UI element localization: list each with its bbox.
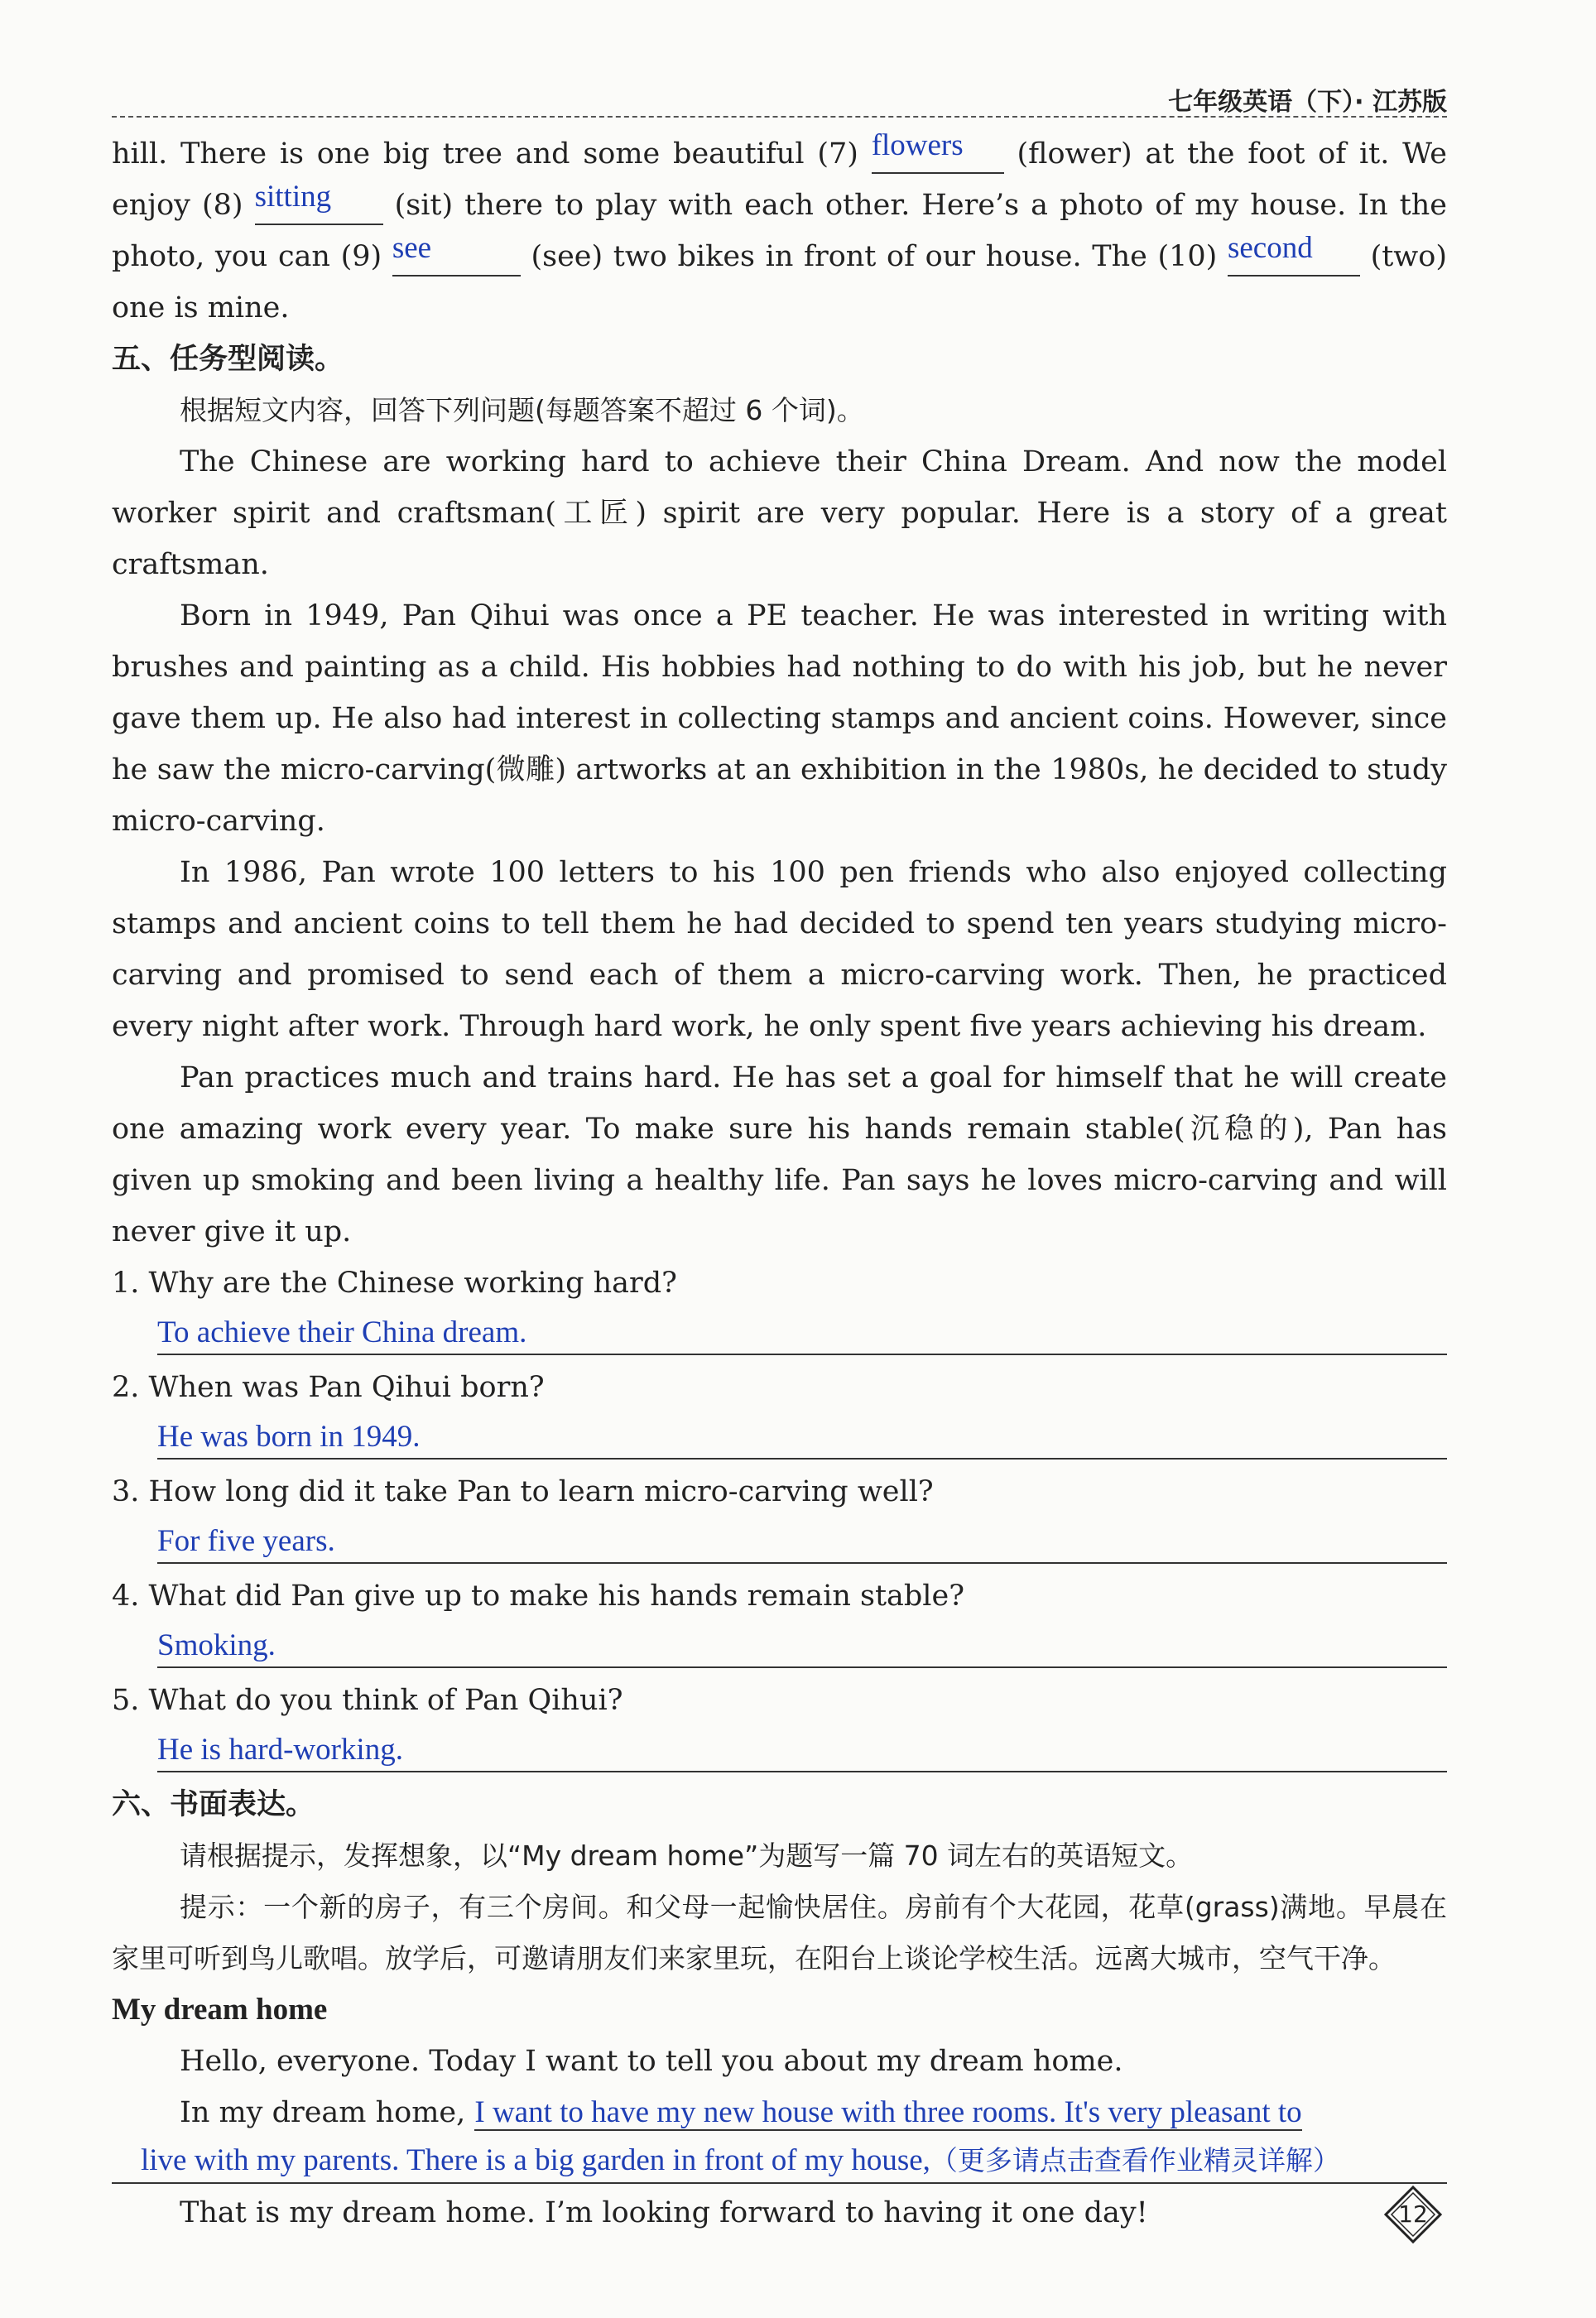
essay-opening: Hello, everyone. Today I want to tell you about my dream home. bbox=[180, 2045, 1123, 2078]
passage-text: (see) two bikes in front of our house. The (10) bbox=[520, 240, 1228, 273]
page-number-badge bbox=[1384, 2186, 1442, 2243]
essay-title: My dream home bbox=[112, 1993, 328, 2027]
question: 2. When was Pan Qihui born? bbox=[112, 1371, 545, 1404]
blank-10 bbox=[1227, 231, 1360, 277]
passage-text: hill. There is one big tree and some beautiful (7) bbox=[112, 137, 872, 171]
book-header: 七年级英语（下）· 江苏版 bbox=[1168, 88, 1447, 117]
question: 5. What do you think of Pan Qihui? bbox=[112, 1684, 623, 1717]
reading-paragraph: Born in 1949, Pan Qihui was once a PE teacher. He was interested in writing with brushes and painting as a child. His hobbies had nothing to do with his job, but he never gave them up. He also had interest in collecting stamps and ancient coins. However, since he saw the micro-carving(微雕) artworks at an exhibition in the 1980s, he decided to study micro-carving. bbox=[112, 599, 1447, 838]
passage-text: (sit) there to play with each other. Here’s a photo of my house. In the photo, you can (9) bbox=[112, 189, 1447, 273]
section-6-hint: 提示：一个新的房子，有三个房间。和父母一起愉快居住。房前有个大花园，花草(grass)满地。早晨在家里可听到鸟儿歌唱。放学后，可邀请朋友们来家里玩，在阳台上谈论学校生活。远离大城市，空气干净。 bbox=[112, 1891, 1447, 1974]
essay-closing: That is my dream home. I’m looking forward to having it one day! bbox=[180, 2196, 1148, 2229]
reading-paragraph: In 1986, Pan wrote 100 letters to his 100 pen friends who also enjoyed collecting stamps and ancient coins to tell them he had decided to spend ten years studying micro-carving and promised to send each of them a micro-carving work. Then, he practiced every night after work. Through hard work, he only spent five years achieving his dream. bbox=[112, 856, 1447, 1043]
header-divider bbox=[112, 116, 1447, 118]
essay-prompt: In my dream home, bbox=[180, 2096, 475, 2129]
section-5-instruction: 根据短文内容，回答下列问题(每题答案不超过 6 个词)。 bbox=[180, 394, 864, 426]
passage-text: (flower) at the foot of it. We enjoy (8) bbox=[112, 137, 1447, 222]
answer-line: To achieve their China dream. bbox=[157, 1314, 1447, 1355]
question: 1. Why are the Chinese working hard? bbox=[112, 1267, 677, 1300]
answer-9: see bbox=[392, 231, 432, 265]
essay-body-continued bbox=[112, 2138, 1447, 2184]
essay-answer-line bbox=[112, 2138, 1447, 2184]
essay-body bbox=[112, 2087, 1447, 2138]
reading-paragraph: The Chinese are working hard to achieve their China Dream. And now the model worker spirit and craftsman(工匠) spirit are very popular. Here is a story of a great craftsman. bbox=[112, 445, 1447, 581]
answer-line: Smoking. bbox=[157, 1627, 1447, 1668]
section-5-heading: 五、任务型阅读。 bbox=[112, 343, 344, 376]
more-detail-note: （更多请点击查看作业精灵详解） bbox=[930, 2144, 1340, 2176]
essay-answer-line: I want to have my new house with three rooms. It's very pleasant to bbox=[474, 2095, 1302, 2129]
question: 4. What did Pan give up to make his hands remain stable? bbox=[112, 1580, 964, 1613]
answer-line: He is hard-working. bbox=[157, 1731, 1447, 1772]
answer-7: flowers bbox=[871, 128, 964, 162]
blank-8 bbox=[254, 180, 383, 225]
section-6-instruction: 请根据提示，发挥想象，以“My dream home”为题写一篇 70 词左右的英语短文。 bbox=[180, 1839, 1194, 1872]
answer-8: sitting bbox=[254, 180, 332, 214]
essay-answer-text: live with my parents. There is a big garden in front of my house, bbox=[141, 2143, 930, 2177]
content bbox=[112, 128, 1447, 2239]
passage-fill-in bbox=[112, 128, 1447, 334]
question-list bbox=[112, 1258, 1447, 1772]
answer-line: For five years. bbox=[157, 1522, 1447, 1564]
page-number: 12 bbox=[1398, 2200, 1428, 2228]
question: 3. How long did it take Pan to learn micro-carving well? bbox=[112, 1475, 934, 1508]
answer-line: He was born in 1949. bbox=[157, 1418, 1447, 1460]
blank-7 bbox=[871, 128, 1004, 174]
passage-text: (two) one is mine. bbox=[112, 240, 1447, 325]
reading-paragraph: Pan practices much and trains hard. He has set a goal for himself that he will create one amazing work every year. To make sure his hands remain stable(沉稳的), Pan has given up smoking and been living a healthy life. Pan says he loves micro-carving and will never give it up. bbox=[112, 1061, 1447, 1248]
blank-9 bbox=[392, 231, 521, 277]
section-6-heading: 六、书面表达。 bbox=[112, 1788, 315, 1821]
answer-10: second bbox=[1227, 231, 1313, 265]
